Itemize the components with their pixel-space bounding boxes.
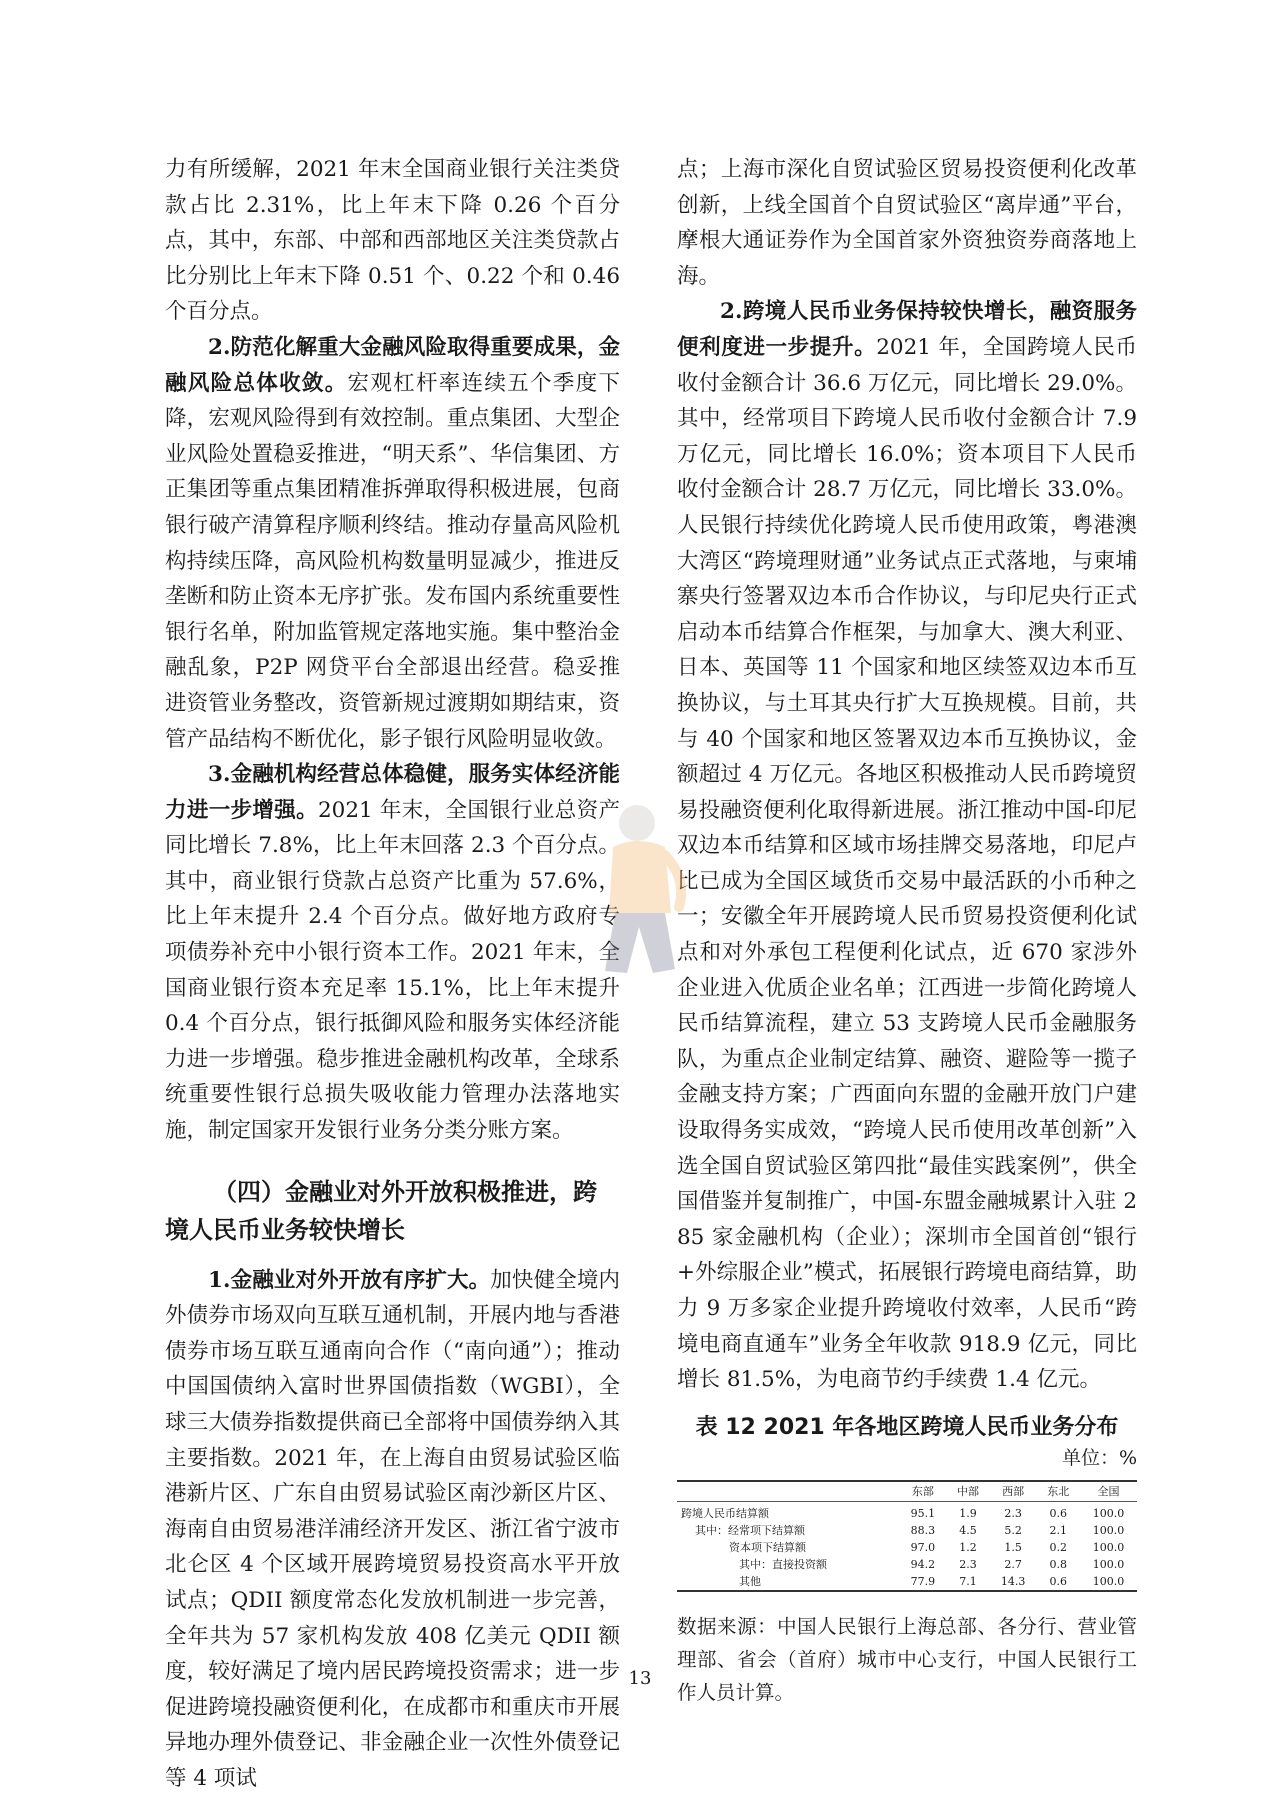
row-label: 其他 [739, 1574, 761, 1588]
table-cell: 5.2 [1004, 1523, 1022, 1537]
right-column [677, 152, 1137, 1709]
table-cell: 97.0 [910, 1540, 936, 1554]
table-row [677, 1539, 1137, 1556]
paragraph [677, 294, 1137, 1397]
paragraph-lead: 2.跨境人民币业务保持较快增长，融资服务便利度进一步提升。 [677, 299, 1137, 360]
paragraph [165, 757, 620, 1149]
table-header-cell: 全国 [1080, 1481, 1137, 1502]
paragraph [165, 330, 620, 757]
table-cell: 95.1 [910, 1506, 936, 1520]
table-title: 表 12 2021 年各地区跨境人民币业务分布 [695, 1414, 1119, 1440]
table-cell: 100.0 [1092, 1523, 1125, 1537]
table-header-cell [677, 1481, 899, 1502]
cartoon-watermark-icon [575, 795, 705, 985]
table-block [677, 1412, 1137, 1709]
paragraph-lead: 1.金融业对外开放有序扩大。 [208, 1267, 491, 1293]
paragraph-lead: 3.金融机构经营总体稳健，服务实体经济能力进一步增强。 [165, 762, 620, 823]
table-header-cell: 东北 [1037, 1481, 1080, 1502]
table-header-cell: 西部 [990, 1481, 1037, 1502]
table-cell: 14.3 [1000, 1574, 1026, 1588]
paragraph-body: 宏观杠杆率连续五个季度下降，宏观风险得到有效控制。重点集团、大型企业风险处置稳妥推进，“明天系”、华信集团、方正集团等重点集团精准拆弹取得积极进展，包商银行破产清算程序顺利终结。推动存量高风险机构持续压降，高风险机构数量明显减少，推进反垄断和防止资本无序扩张。发布国内系统重要性银行名单，附加监管规定落地实施。集中整治金融乱象，P2P 网贷平台全部退出经营。稳妥推进资管业务整改，资管新规过渡期如期结束，资管产品结构不断优化，影子银行风险明显收敛。 [165, 370, 620, 752]
row-label: 其中：经常项下结算额 [695, 1523, 805, 1537]
paragraph: 力有所缓解，2021 年末全国商业银行关注类贷款占比 2.31%，比上年末下降 0.26 个百分点，其中，东部、中部和西部地区关注类贷款占比分别比上年末下降 0.51 个、0.22 个和 0.46 个百分点。 [165, 157, 620, 325]
table-cell: 94.2 [910, 1557, 936, 1571]
table-cell: 100.0 [1092, 1574, 1125, 1588]
paragraph-body: 2021 年，全国跨境人民币收付金额合计 36.6 万亿元，同比增长 29.0%。其中，经常项目下跨境人民币收付金额合计 7.9 万亿元，同比增长 16.0%；资本项目下人民币收付金额合计 28.7 万亿元，同比增长 33.0%。人民银行持续优化跨境人民币使用政策，粤港澳大湾区“跨境理财通”业务试点正式落地，与柬埔寨央行签署双边本币合作协议，与印尼央行正式启动本币结算合作框架，与加拿大、澳大利亚、日本、英国等 11 个国家和地区续签双边本币互换协议，与土耳其央行扩大互换规模。目前，共与 40 个国家和地区签署双边本币互换协议，金额超过 4 万亿元。各地区积极推动人民币跨境贸易投融资便利化取得新进展。浙江推动中国-印尼双边本币结算和区域市场挂牌交易落地，印尼卢比已成为全国区域货币交易中最活跃的小币种之一；安徽全年开展跨境人民币贸易投资便利化试点和对外承包工程便利化试点，近 670 家涉外企业进入优质企业名单；江西进一步简化跨境人民币结算流程，建立 53 支跨境人民币金融服务队，为重点企业制定结算、融资、避险等一揽子金融支持方案；广西面向东盟的金融开放门户建设取得务实成效，“跨境人民币使用改革创新”入选全国自贸试验区第四批“最佳实践案例”，供全国借鉴并复制推广，中国-东盟金融城累计入驻 285 家金融机构（企业）；深圳市全国首创“银行+外综服企业”模式，拓展银行跨境电商结算，助力 9 万多家企业提升跨境收付效率，人民币“跨境电商直通车”业务全年收款 918.9 亿元，同比增长 81.5%，为电商节约手续费 1.4 亿元。 [677, 334, 1137, 1393]
paragraph [165, 1263, 620, 1797]
table-cell: 0.8 [1049, 1557, 1067, 1571]
table-row [677, 1556, 1137, 1573]
table-cell: 88.3 [910, 1523, 936, 1537]
row-label: 资本项下结算额 [729, 1540, 806, 1554]
left-column [165, 152, 620, 1797]
table-cell: 0.6 [1049, 1574, 1067, 1588]
table-cell: 4.5 [959, 1523, 977, 1537]
table-unit: 单位：% [1061, 1446, 1137, 1469]
table-cell: 7.1 [959, 1574, 977, 1588]
table-cell: 2.1 [1049, 1523, 1067, 1537]
table-header-cell: 中部 [946, 1481, 989, 1502]
table-cell: 100.0 [1092, 1557, 1125, 1571]
table-cell: 0.6 [1049, 1506, 1067, 1520]
table-cell: 2.7 [1004, 1557, 1022, 1571]
paragraph-lead: 2.防范化解重大金融风险取得重要成果，金融风险总体收敛。 [165, 334, 620, 396]
table-cell: 1.2 [959, 1540, 977, 1554]
table-cell: 100.0 [1092, 1506, 1125, 1520]
table-header-row [677, 1481, 1137, 1502]
table-header-cell: 东部 [899, 1481, 946, 1502]
table-cell: 1.9 [959, 1506, 977, 1520]
paragraph-body: 2021 年末，全国银行业总资产同比增长 7.8%，比上年末回落 2.3 个百分点。其中，商业银行贷款占总资产比重为 57.6%，比上年末提升 2.4 个百分点。做好地方政府专项债券补充中小银行资本工作。2021 年末，全国商业银行资本充足率 15.1%，比上年末提升 0.4 个百分点，银行抵御风险和服务实体经济能力进一步增强。稳步推进金融机构改革，全球系统重要性银行总损失吸收能力管理办法落地实施，制定国家开发银行业务分类分账方案。 [165, 797, 620, 1144]
table-cell: 1.5 [1004, 1540, 1022, 1554]
table-cell: 77.9 [910, 1574, 936, 1588]
table-cell: 2.3 [959, 1557, 977, 1571]
table-row [677, 1573, 1137, 1591]
table-cell: 100.0 [1092, 1540, 1125, 1554]
row-label: 跨境人民币结算额 [681, 1506, 769, 1520]
row-label: 其中：直接投资额 [739, 1557, 827, 1571]
table-cell: 2.3 [1004, 1506, 1022, 1520]
data-table [677, 1480, 1137, 1592]
paragraph: 点；上海市深化自贸试验区贸易投资便利化改革创新，上线全国首个自贸试验区“离岸通”平台，摩根大通证券作为全国首家外资独资券商落地上海。 [677, 157, 1137, 289]
paragraph-body: 加快健全境内外债券市场双向互联互通机制，开展内地与香港债券市场互联互通南向合作（“南向通”）；推动中国国债纳入富时世界国债指数（WGBI），全球三大债券指数提供商已全部将中国债券纳入其主要指数。2021 年，在上海自由贸易试验区临港新片区、广东自由贸易试验区南沙新区片区、海南自由贸易港洋浦经济开发区、浙江省宁波市北仑区 4 个区域开展跨境贸易投资高水平开放试点；QDII 额度常态化发放机制进一步完善，全年共为 57 家机构发放 408 亿美元 QDII 额度，较好满足了境内居民跨境投资需求；进一步促进跨境投融资便利化，在成都市和重庆市开展异地办理外债登记、非金融企业一次性外债登记等 4 项试 [165, 1267, 620, 1791]
table-row [677, 1501, 1137, 1522]
data-source-note: 数据来源：中国人民银行上海总部、各分行、营业管理部、省会（首府）城市中心支行，中国人民银行工作人员计算。 [677, 1614, 1137, 1704]
page-number: 13 [628, 1668, 652, 1689]
table-cell: 0.2 [1049, 1540, 1067, 1554]
section-heading: （四）金融业对外开放积极推进，跨境人民币业务较快增长 [165, 1177, 597, 1244]
table-row [677, 1522, 1137, 1539]
